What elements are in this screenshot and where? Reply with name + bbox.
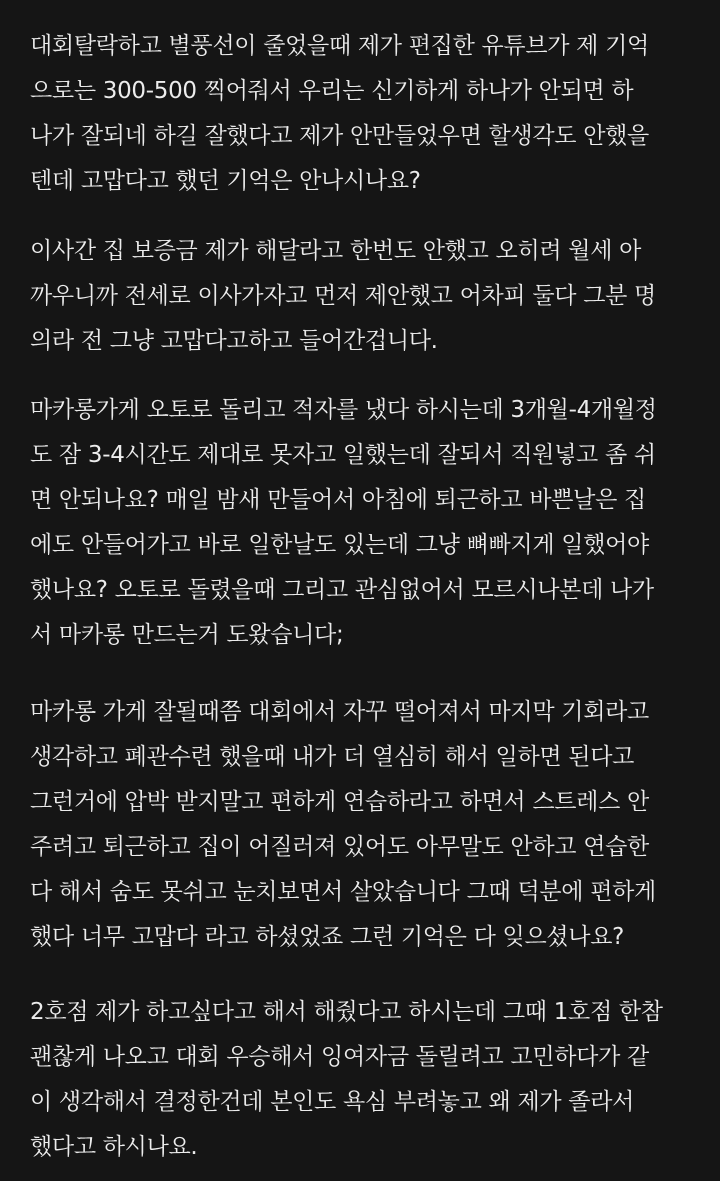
text-line: 했나요? 오토로 돌렸을때 그리고 관심없어서 모르시나본데 나가 — [30, 577, 654, 603]
text-line: 마카롱 가게 잘될때쯤 대회에서 자꾸 떨어져서 마지막 기회라고 — [30, 699, 649, 725]
text-line: 주려고 퇴근하고 집이 어질러져 있어도 아무말도 안하고 연습한 — [30, 834, 649, 860]
text-line: 도 잠 3-4시간도 제대로 못자고 일했는데 잘되서 직원넣고 좀 쉬 — [30, 442, 656, 468]
text-line: 생각하고 폐관수련 했을때 내가 더 열심히 해서 일하면 된다고 — [30, 744, 635, 770]
paragraph-1 — [30, 24, 706, 204]
text-line: 했다고 하시나요. — [30, 1134, 198, 1160]
text-line: 그런거에 압박 받지말고 편하게 연습하라고 하면서 스트레스 안 — [30, 789, 649, 815]
text-line: 2호점 제가 하고싶다고 해서 해줬다고 하시는데 그때 1호점 한참 — [30, 999, 663, 1025]
text-line: 대회탈락하고 별풍선이 줄었을때 제가 편집한 유튜브가 제 기억 — [30, 33, 649, 59]
text-line: 괜찮게 나오고 대회 우승해서 잉여자금 돌릴려고 고민하다가 같 — [30, 1044, 649, 1070]
text-line: 면 안되나요? 매일 밤새 만들어서 아침에 퇴근하고 바쁜날은 집 — [30, 487, 646, 513]
text-line: 텐데 고맙다고 했던 기억은 안나시나요? — [30, 168, 421, 194]
text-line: 다 해서 숨도 못쉬고 눈치보면서 살았습니다 그때 덕분에 편하게 — [30, 879, 656, 905]
text-line: 이사간 집 보증금 제가 해달라고 한번도 안했고 오히려 월세 아 — [30, 238, 642, 264]
text-line: 까우니까 전세로 이사가자고 먼저 제안했고 어차피 둘다 그분 명 — [30, 283, 656, 309]
text-line: 이 생각해서 결정한건데 본인도 욕심 부려놓고 왜 제가 졸라서 — [30, 1089, 635, 1115]
text-line: 마카롱가게 오토로 돌리고 적자를 냈다 하시는데 3개월-4개월정 — [30, 397, 657, 423]
paragraph-5 — [30, 990, 706, 1170]
text-line: 으로는 300-500 찍어줘서 우리는 신기하게 하나가 안되면 하 — [30, 78, 634, 104]
paragraph-2 — [30, 229, 706, 364]
paragraph-3 — [30, 388, 706, 658]
text-line: 에도 안들어가고 바로 일한날도 있는데 그냥 뼈빠지게 일했어야 — [30, 532, 649, 558]
text-line: 나가 잘되네 하길 잘했다고 제가 안만들었우면 할생각도 안했을 — [30, 123, 649, 149]
text-line: 서 마카롱 만드는거 도왔습니다; — [30, 622, 344, 648]
text-line: 의라 전 그냥 고맙다고하고 들어간겁니다. — [30, 328, 438, 354]
text-line: 했다 너무 고맙다 라고 하셨었죠 그런 기억은 다 잊으셨나요? — [30, 924, 625, 950]
paragraph-4 — [30, 690, 706, 960]
